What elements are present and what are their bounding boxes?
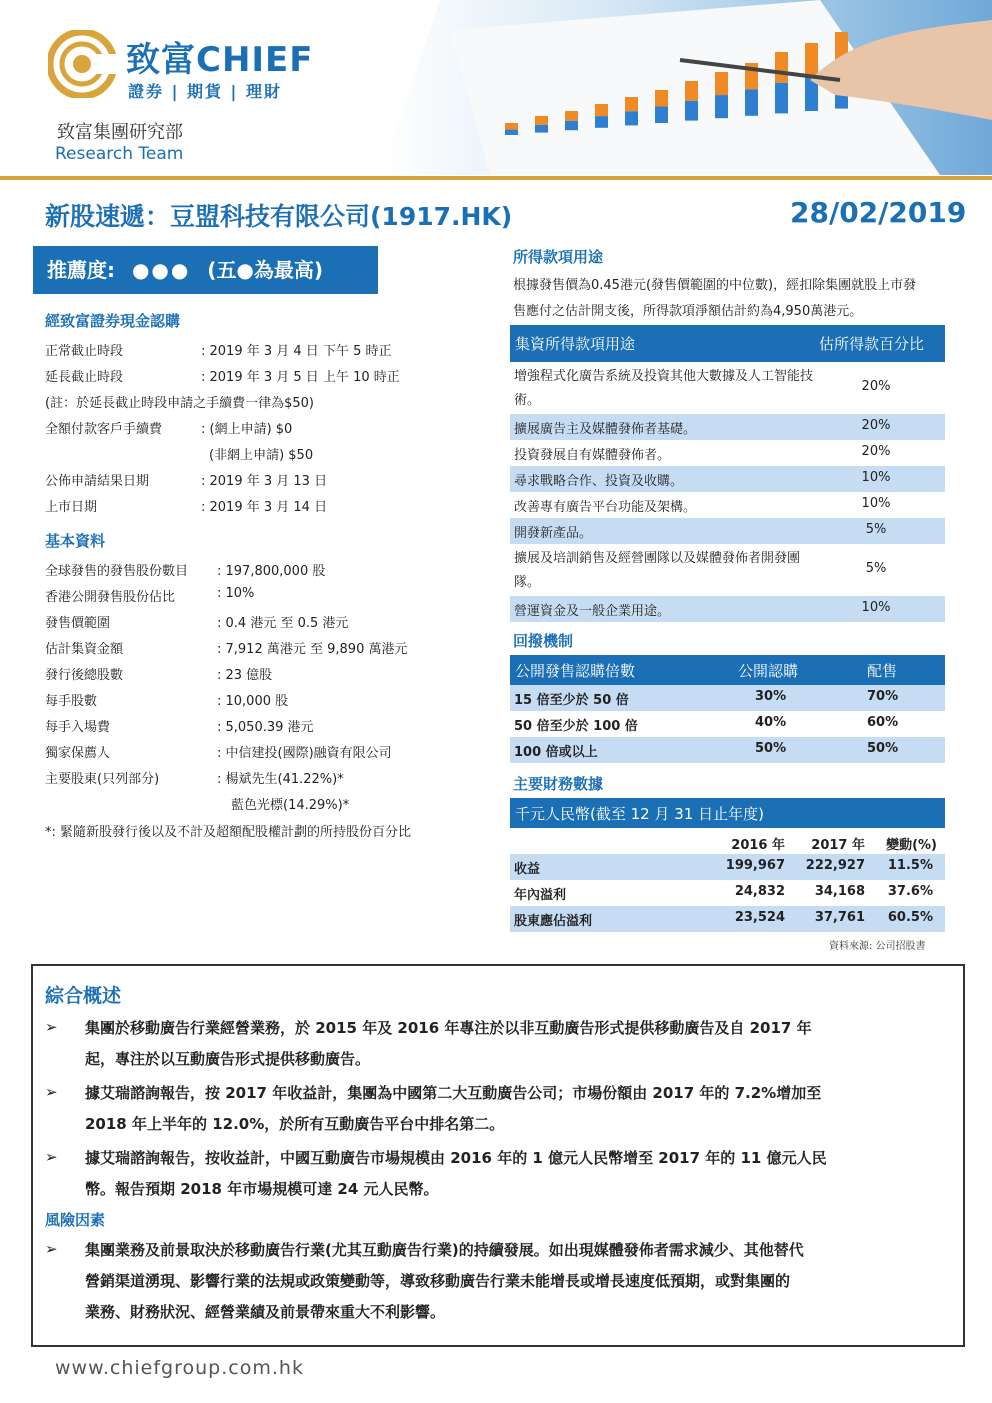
proceeds-row: [510, 362, 945, 414]
team-name-cn: 致富集團研究部: [57, 122, 183, 143]
financials-heading: 主要財務數據: [513, 775, 604, 793]
rating-badge: [33, 246, 378, 294]
header-deco-bar-blue: [625, 111, 638, 125]
summary-bullet-item: [45, 1013, 955, 1075]
clawback-multiple: 50 倍至少於 100 倍: [514, 719, 638, 734]
financials-col-2017: 2017 年: [811, 838, 865, 853]
basic-info-key: 獨家保薦人: [45, 746, 111, 761]
basic-info-row: [45, 792, 485, 818]
financials-col-2016: 2016 年: [731, 838, 785, 853]
clawback-row: [510, 737, 945, 763]
financials-2016: 23,524: [734, 910, 785, 925]
proceeds-pct: 5%: [865, 561, 887, 576]
proceeds-table: [510, 362, 945, 622]
basic-info-row: [45, 662, 485, 688]
subscription-row: [45, 494, 485, 520]
basic-info-row: [45, 584, 485, 610]
subscription-value: : 2019 年 3 月 14 日: [201, 500, 328, 515]
clawback-placing-pct: 50%: [867, 741, 899, 756]
shareholder-footnote: *: 緊隨新股發行後以及不計及超額配股權計劃的所持股份百分比: [45, 825, 412, 840]
header-photo: [380, 0, 992, 175]
proceeds-row: [510, 544, 945, 596]
basic-info-value: : 5,050.39 港元: [217, 720, 314, 735]
summary-bullet-line: 集團於移動廣告行業經營業務，於 2015 年及 2016 年專注於以非互動廣告形式提供移動廣告及自 2017 年: [85, 1019, 812, 1037]
proceeds-pct: 20%: [861, 418, 891, 433]
header-deco-bar-blue: [745, 89, 758, 115]
financials-source: 資料來源: 公司招股書: [829, 941, 926, 952]
financials-2016: 199,967: [725, 858, 785, 873]
header-deco-bar-blue: [685, 101, 698, 121]
clawback-multiple: 15 倍至少於 50 倍: [514, 693, 629, 708]
financials-change: 60.5%: [887, 910, 933, 925]
basic-info-row: [45, 714, 485, 740]
clawback-table: [510, 685, 945, 763]
proceeds-pct: 10%: [861, 470, 891, 485]
header-deco-bar-orange: [655, 90, 668, 107]
financials-col-header: [510, 832, 945, 852]
financials-item: 收益: [514, 862, 541, 877]
risk-bullet-item: [45, 1235, 955, 1328]
financials-item: 年內溢利: [514, 888, 567, 903]
financials-2017: 34,168: [814, 884, 865, 899]
subscription-key: 公佈申請結果日期: [45, 474, 150, 489]
financials-change: 37.6%: [887, 884, 933, 899]
risk-bullet-arrow-icon: ➢: [45, 1240, 58, 1258]
proceeds-row: [510, 518, 945, 544]
subscription-row: [45, 416, 485, 442]
subscription-heading: 經致富證券現金認購: [45, 312, 181, 330]
subscription-value: : 2019 年 3 月 5 日 上午 10 時正: [201, 370, 400, 385]
footer-url[interactable]: www.chiefgroup.com.hk: [55, 1357, 304, 1379]
header-deco-bar-blue: [505, 130, 518, 135]
brand-tagline: 證券 | 期貨 | 理財: [128, 82, 282, 101]
chief-logo-icon: [48, 30, 116, 98]
subscription-value: : 2019 年 3 月 13 日: [201, 474, 328, 489]
basic-info-value: 藍色光標(14.29%)*: [231, 798, 350, 813]
clawback-public-pct: 40%: [755, 715, 787, 730]
proceeds-pct: 10%: [861, 600, 891, 615]
basic-info-value: : 中信建投(國際)融資有限公司: [217, 746, 392, 761]
basic-info-value: : 23 億股: [217, 668, 273, 683]
clawback-row: [510, 685, 945, 711]
basic-info-key: 每手入場費: [45, 720, 111, 735]
financials-table: [510, 854, 945, 932]
basic-info-heading: 基本資料: [45, 532, 106, 550]
header-deco-bar-blue: [565, 121, 578, 130]
proceeds-row: [510, 466, 945, 492]
risk-bullets: [45, 1235, 955, 1331]
financials-col-change: 變動(%): [886, 838, 937, 853]
header-divider: [0, 176, 992, 180]
financials-2017: 37,761: [814, 910, 865, 925]
header-deco-bar-orange: [805, 43, 818, 77]
header-deco-bar-orange: [595, 104, 608, 116]
financials-row: [510, 880, 945, 906]
basic-info-key: 香港公開發售股份佔比: [45, 590, 176, 605]
clawback-heading: 回撥機制: [513, 632, 574, 650]
basic-info-key: 主要股東(只列部分): [45, 772, 160, 787]
summary-bullet-line: 幣。報告預期 2018 年市場規模可達 24 元人民幣。: [85, 1180, 439, 1198]
clawback-col-multiple: 公開發售認購倍數: [515, 662, 636, 680]
risk-bullet-line: 集團業務及前景取決於移動廣告行業(尤其互動廣告行業)的持續發展。如出現媒體發佈者需求減少、其他替代: [85, 1241, 804, 1259]
clawback-placing-pct: 70%: [867, 689, 899, 704]
summary-bullet-text: [85, 1078, 955, 1140]
proceeds-item: 擴展及培訓銷售及經營團隊以及媒體發佈者開發團隊。: [514, 551, 801, 590]
header-deco-bar-orange: [625, 97, 638, 111]
subscription-row: [45, 468, 485, 494]
subscription-row: [45, 390, 485, 416]
subscription-key: 延長截止時段: [45, 370, 124, 385]
header-deco-bar-blue: [715, 95, 728, 118]
proceeds-item: 開發新產品。: [514, 526, 593, 541]
basic-info-row: [45, 558, 485, 584]
summary-bullet-arrow-icon: ➢: [45, 1083, 58, 1101]
basic-info-row: [45, 740, 485, 766]
proceeds-heading: 所得款項用途: [513, 248, 604, 266]
risk-heading: 風險因素: [45, 1211, 106, 1229]
basic-info-value: : 7,912 萬港元 至 9,890 萬港元: [217, 642, 408, 657]
proceeds-table-header: [510, 325, 945, 362]
financials-row: [510, 906, 945, 932]
summary-bullet-line: 2018 年上半年的 12.0%，於所有互動廣告平台中排名第二。: [85, 1115, 505, 1133]
header-deco-bar-orange: [775, 52, 788, 83]
header-deco-bar-blue: [595, 116, 608, 128]
subscription-list: [45, 338, 485, 520]
proceeds-item: 尋求戰略合作、投資及收購。: [514, 474, 684, 489]
financials-2017: 222,927: [805, 858, 865, 873]
header-deco-bar-orange: [565, 111, 578, 121]
basic-info-row: [45, 688, 485, 714]
clawback-public-pct: 50%: [755, 741, 787, 756]
financials-unit-bar: [510, 798, 945, 828]
subscription-key: 全額付款客戶手續費: [45, 422, 163, 437]
basic-info-key: 每手股數: [45, 694, 98, 709]
proceeds-intro-line-1: 根據發售價為0.45港元(發售價範圍的中位數)，經扣除集團就股上市發: [513, 278, 917, 293]
header-deco-bar-orange: [715, 72, 728, 95]
summary-bullet-line: 起，專注於以互動廣告形式提供移動廣告。: [85, 1050, 371, 1068]
team-name-en: Research Team: [55, 144, 184, 164]
basic-info-value: : 0.4 港元 至 0.5 港元: [217, 616, 349, 631]
proceeds-item: 增強程式化廣告系統及投資其他大數據及人工智能技術。: [514, 369, 814, 408]
financials-row: [510, 854, 945, 880]
clawback-col-placing: 配售: [867, 662, 898, 680]
proceeds-row: [510, 414, 945, 440]
basic-info-value: : 197,800,000 股: [217, 564, 326, 579]
basic-info-row: [45, 766, 485, 792]
financials-unit: 千元人民幣(截至 12 月 31 日止年度): [515, 805, 764, 823]
header-deco-bar-blue: [535, 125, 548, 133]
basic-info-value: : 楊斌先生(41.22%)*: [217, 772, 344, 787]
rating-label: 推薦度:: [47, 258, 115, 282]
summary-bullet-arrow-icon: ➢: [45, 1148, 58, 1166]
summary-bullet-item: [45, 1143, 955, 1205]
clawback-public-pct: 30%: [755, 689, 787, 704]
summary-heading: 綜合概述: [45, 985, 122, 1007]
subscription-value: : 2019 年 3 月 4 日 下午 5 時正: [201, 344, 392, 359]
header-deco-bar-blue: [775, 83, 788, 114]
proceeds-pct: 20%: [861, 444, 891, 459]
financials-2016: 24,832: [734, 884, 785, 899]
financials-item: 股東應佔溢利: [514, 914, 593, 929]
summary-bullet-text: [85, 1013, 955, 1075]
risk-bullet-line: 營銷渠道湧現、影響行業的法規或政策變動等，導致移動廣告行業未能增長或增長速度低預期，或對集團的: [85, 1272, 791, 1290]
header-deco-bar-orange: [685, 81, 698, 101]
page-title: 新股速遞：豆盟科技有限公司(1917.HK): [45, 202, 513, 231]
basic-info-row: [45, 636, 485, 662]
proceeds-pct: 20%: [861, 379, 891, 394]
risk-bullet-line: 業務、財務狀況、經營業績及前景帶來重大不利影響。: [85, 1303, 446, 1321]
proceeds-item: 擴展廣告主及媒體發佈者基礎。: [514, 422, 697, 437]
summary-bullets: [45, 1013, 955, 1208]
clawback-placing-pct: 60%: [867, 715, 899, 730]
proceeds-pct: 5%: [865, 522, 887, 537]
summary-bullet-item: [45, 1078, 955, 1140]
clawback-row: [510, 711, 945, 737]
summary-bullet-line: 據艾瑞諮詢報告，按收益計，中國互動廣告市場規模由 2016 年的 1 億元人民幣增至 2017 年的 11 億元人民: [85, 1149, 827, 1167]
proceeds-row: [510, 596, 945, 622]
subscription-value: (非網上申請) $50: [209, 448, 314, 463]
basic-info-value: : 10,000 股: [217, 694, 289, 709]
subscription-row: [45, 338, 485, 364]
header-deco-bar-blue: [655, 107, 668, 124]
subscription-key: (註：於延長截止時段申請之手續費一律為$50): [45, 396, 314, 411]
basic-info-key: 發售價範圍: [45, 616, 111, 631]
subscription-key: 正常截止時段: [45, 344, 124, 359]
risk-bullet-text: [85, 1235, 955, 1328]
proceeds-intro-line-2: 售應付之估計開支後，所得款項淨額估計約為4,950萬港元。: [513, 304, 863, 319]
basic-info-list: [45, 558, 485, 818]
rating-dots: ●●●: [131, 258, 191, 282]
summary-bullet-text: [85, 1143, 955, 1205]
proceeds-item: 改善專有廣告平台功能及架構。: [514, 500, 697, 515]
subscription-key: 上市日期: [45, 500, 98, 515]
subscription-value: : (網上申請) $0: [201, 422, 293, 437]
basic-info-key: 發行後總股數: [45, 668, 124, 683]
header-deco-bar-orange: [505, 123, 518, 130]
header-deco-bar-orange: [535, 116, 548, 125]
rating-note: (五●為最高): [207, 258, 324, 282]
basic-info-key: 全球發售的發售股份數目: [45, 564, 189, 579]
clawback-multiple: 100 倍或以上: [514, 745, 598, 760]
proceeds-row: [510, 492, 945, 518]
subscription-row: [45, 364, 485, 390]
proceeds-item: 投資發展自有媒體發佈者。: [514, 448, 671, 463]
proceeds-pct: 10%: [861, 496, 891, 511]
proceeds-row: [510, 440, 945, 466]
report-date: 28/02/2019: [790, 196, 967, 229]
basic-info-value: : 10%: [217, 586, 255, 601]
summary-bullet-line: 據艾瑞諮詢報告，按 2017 年收益計，集團為中國第二大互動廣告公司；市場份額由 2017 年的 7.2%增加至: [85, 1084, 822, 1102]
proceeds-col-use: 集資所得款項用途: [515, 335, 636, 353]
basic-info-key: 估計集資金額: [45, 642, 124, 657]
subscription-row: [45, 442, 485, 468]
proceeds-item: 營運資金及一般企業用途。: [514, 604, 671, 619]
proceeds-col-pct: 估所得款百分比: [819, 335, 925, 353]
financials-change: 11.5%: [887, 858, 933, 873]
basic-info-row: [45, 610, 485, 636]
clawback-table-header: [510, 655, 945, 685]
brand-name: 致富CHIEF: [126, 40, 314, 80]
clawback-col-public: 公開認購: [738, 662, 799, 680]
summary-bullet-arrow-icon: ➢: [45, 1018, 58, 1036]
